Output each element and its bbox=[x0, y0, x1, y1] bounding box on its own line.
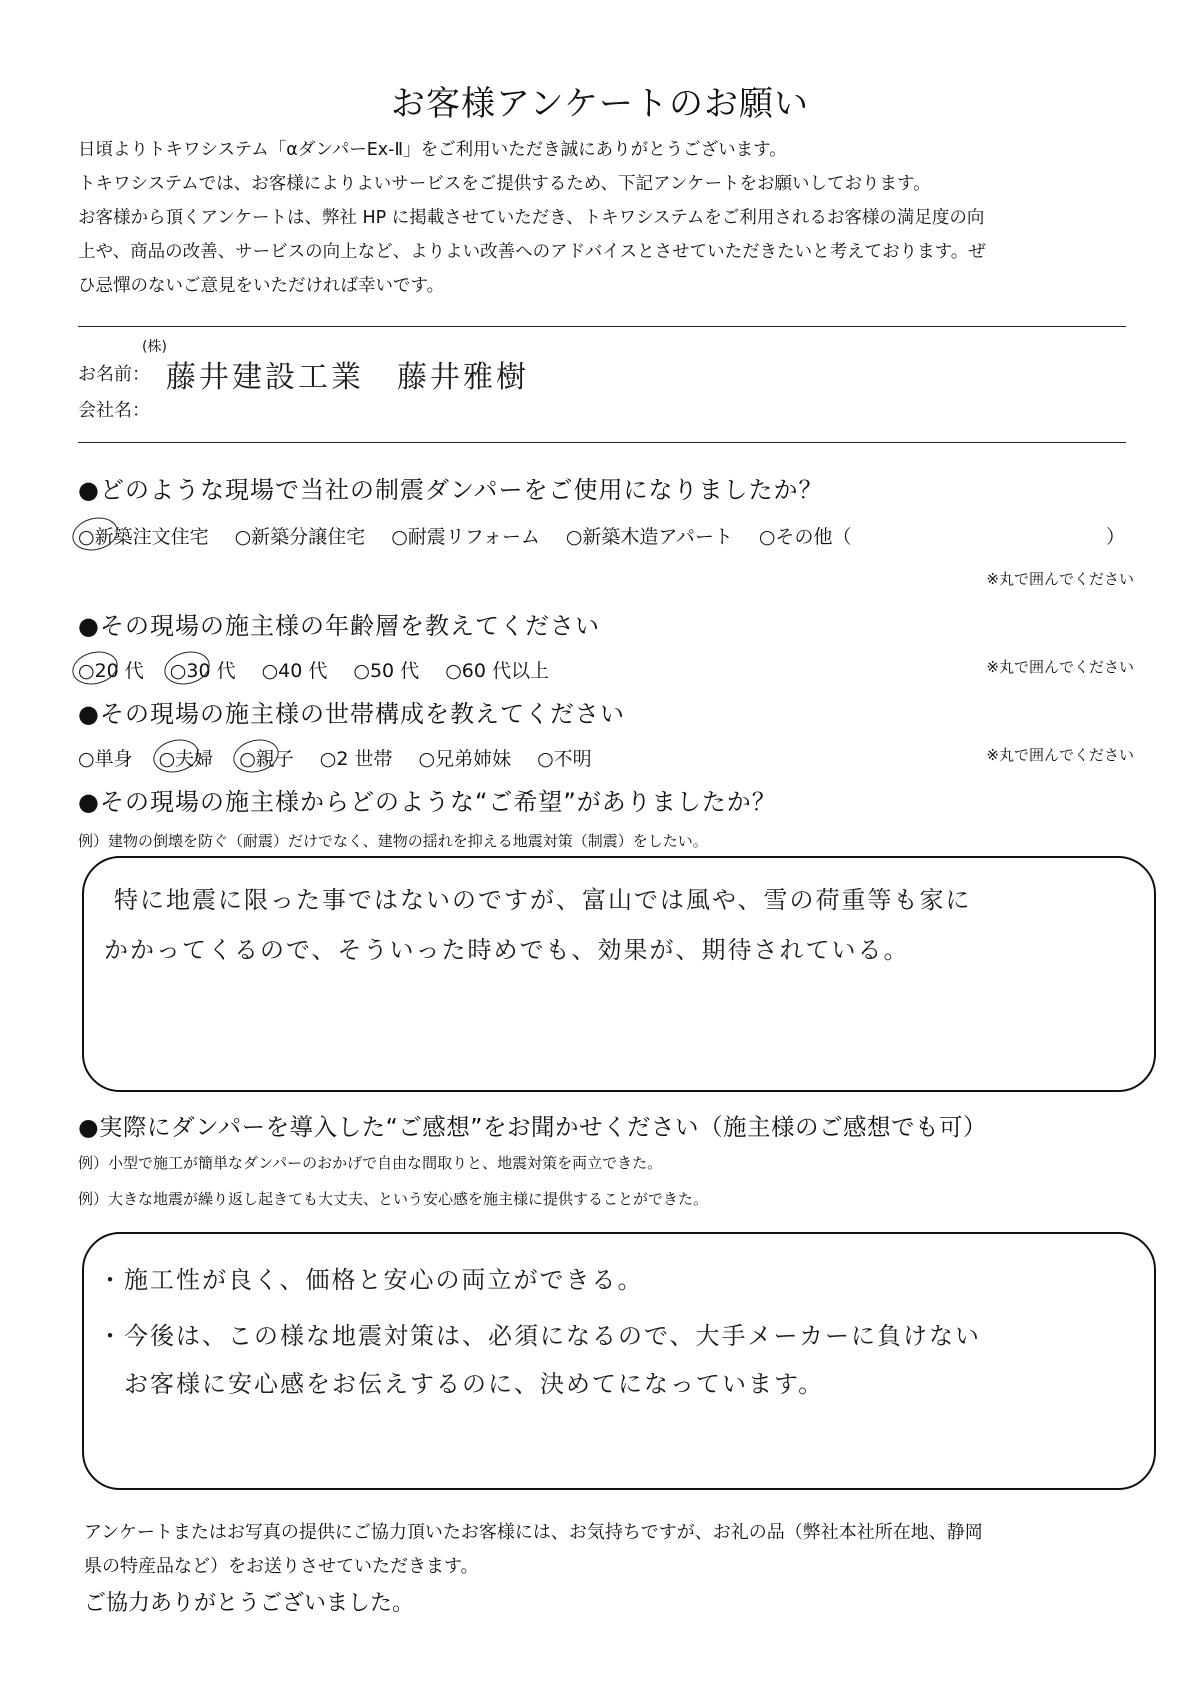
question-age: ●その現場の施主様の年齢層を教えてください bbox=[78, 612, 600, 640]
option-50s[interactable]: ○50 代 bbox=[353, 660, 420, 682]
option-single[interactable]: ○単身 bbox=[78, 748, 133, 770]
option-custom-house[interactable]: ○新築注文住宅 bbox=[78, 522, 209, 549]
option-40s[interactable]: ○40 代 bbox=[261, 660, 328, 682]
name-prefix: (株) bbox=[142, 339, 167, 355]
wishes-answer-box[interactable] bbox=[82, 856, 1156, 1092]
intro-line: お客様から頂くアンケートは、弊社 HP に掲載させていただき、トキワシステムをご利用されるお客様の満足度の向 bbox=[78, 208, 985, 228]
example-text: 例）建物の倒壊を防ぐ（耐震）だけでなく、建物の揺れを抑える地震対策（制震）をしたい。 bbox=[78, 832, 708, 850]
intro-line: トキワシステムでは、お客様によりよいサービスをご提供するため、下記アンケートをお願いしております。 bbox=[78, 174, 931, 194]
question-household: ●その現場の施主様の世帯構成を教えてください bbox=[78, 700, 625, 728]
question-impressions: ●実際にダンパーを導入した“ご感想”をお聞かせください（施主様のご感想でも可） bbox=[78, 1113, 987, 1141]
footer-line: 県の特産品など）をお送りさせていただきます。 bbox=[84, 1556, 479, 1577]
example-text: 例）大きな地震が繰り返し起きても大丈夫、という安心感を施主様に提供することができた。 bbox=[78, 1190, 709, 1208]
question-wishes: ●その現場の施主様からどのような“ご希望”がありましたか？ bbox=[78, 788, 777, 816]
option-60s-plus[interactable]: ○60 代以上 bbox=[445, 660, 549, 682]
option-20s[interactable]: ○20 代 bbox=[78, 656, 144, 683]
option-30s[interactable]: ○30 代 bbox=[170, 656, 236, 683]
circle-mark bbox=[161, 647, 213, 689]
site-type-options bbox=[78, 522, 851, 549]
name-field[interactable]: 藤井建設工業 藤井雅樹 bbox=[166, 360, 529, 395]
option-unknown[interactable]: ○不明 bbox=[537, 748, 592, 770]
footer-line: アンケートまたはお写真の提供にご協力頂いたお客様には、お気持ちですが、お礼の品（弊社本社所在地、静岡 bbox=[84, 1522, 983, 1543]
circle-mark bbox=[69, 513, 121, 555]
circle-mark bbox=[149, 735, 201, 777]
handwritten-line: お客様に安心感をお伝えするのに、決めてになっています。 bbox=[124, 1370, 825, 1398]
example-text: 例）小型で施工が簡単なダンパーのおかげで自由な間取りと、地震対策を両立できた。 bbox=[78, 1154, 663, 1172]
option-seismic-reform[interactable]: ○耐震リフォーム bbox=[391, 526, 540, 548]
circle-note: ※丸で囲んでください bbox=[986, 658, 1134, 676]
question-site-type: ●どのような現場で当社の制震ダンパーをご使用になりましたか？ bbox=[78, 476, 824, 504]
circle-mark bbox=[69, 647, 121, 689]
thanks-text: ご協力ありがとうございました。 bbox=[84, 1591, 415, 1616]
handwritten-line: ・施工性が良く、価格と安心の両立ができる。 bbox=[98, 1266, 644, 1294]
option-spec-house[interactable]: ○新築分譲住宅 bbox=[234, 526, 366, 548]
option-siblings[interactable]: ○兄弟姉妹 bbox=[418, 748, 512, 770]
impressions-answer-box[interactable] bbox=[82, 1232, 1156, 1490]
other-close-paren: ） bbox=[1106, 526, 1126, 548]
divider bbox=[78, 442, 1126, 443]
circle-note: ※丸で囲んでください bbox=[986, 570, 1134, 588]
name-label: お名前： bbox=[78, 364, 150, 385]
company-label: 会社名： bbox=[78, 400, 150, 421]
intro-line: ひ忌憚のないご意見をいただければ幸いです。 bbox=[78, 276, 445, 296]
option-couple[interactable]: ○夫婦 bbox=[159, 744, 214, 771]
option-other[interactable]: ○その他（ bbox=[758, 526, 852, 548]
option-two-generation[interactable]: ○2 世帯 bbox=[319, 748, 393, 770]
intro-line: 日頃よりトキワシステム「αダンパーEx-Ⅱ」をご利用いただき誠にありがとうございます。 bbox=[78, 140, 787, 160]
household-options bbox=[78, 744, 592, 771]
handwritten-line: ・今後は、この様な地震対策は、必須になるので、大手メーカーに負けない bbox=[98, 1322, 982, 1350]
page-title: お客様アンケートのお願い bbox=[391, 84, 809, 124]
handwritten-line: 特に地震に限った事ではないのですが、富山では風や、雪の荷重等も家に bbox=[114, 886, 972, 914]
option-wood-apartment[interactable]: ○新築木造アパート bbox=[565, 526, 733, 548]
handwritten-line: かかってくるので、そういった時めでも、効果が、期待されている。 bbox=[104, 936, 910, 964]
intro-line: 上や、商品の改善、サービスの向上など、よりよい改善へのアドバイスとさせていただきたいと考えております。ぜ bbox=[78, 242, 986, 262]
option-parent-child[interactable]: ○親子 bbox=[239, 744, 294, 771]
age-options bbox=[78, 656, 549, 683]
circle-mark bbox=[230, 735, 282, 777]
divider bbox=[78, 326, 1126, 327]
circle-note: ※丸で囲んでください bbox=[986, 746, 1134, 764]
